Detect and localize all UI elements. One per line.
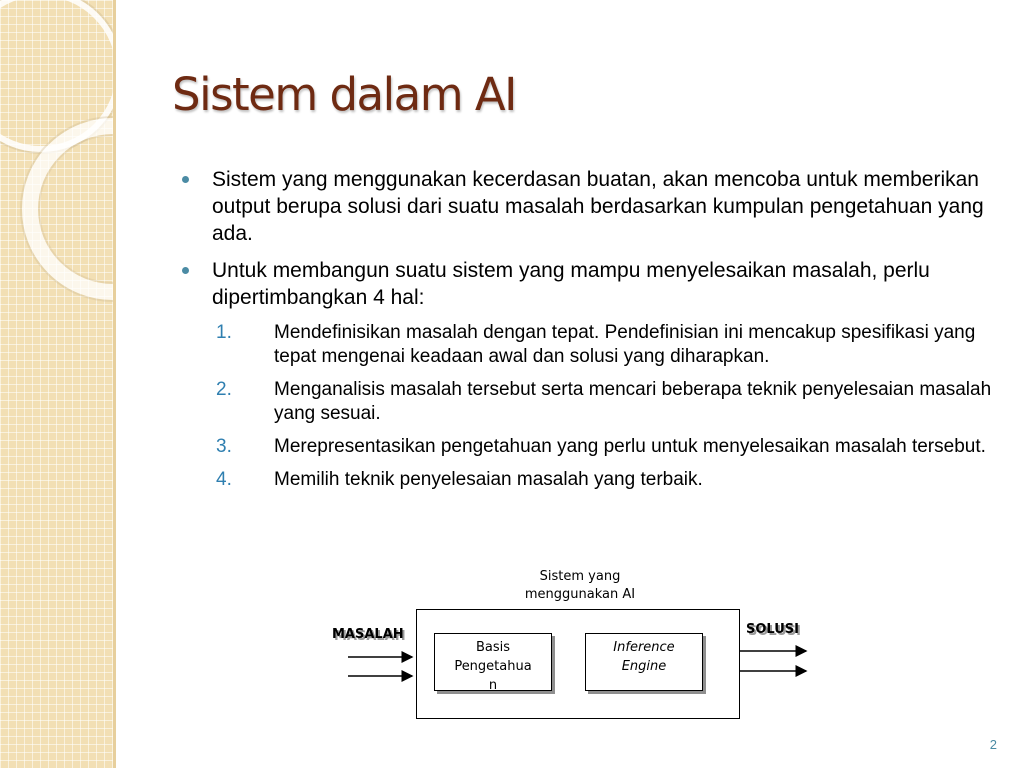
list-item xyxy=(216,468,992,492)
list-text: Merepresentasikan pengetahuan yang perlu untuk menyelesaikan masalah tersebut. xyxy=(274,436,986,457)
list-number: 3. xyxy=(216,436,232,457)
knowledge-base-box: Basis Pengetahua n xyxy=(434,633,552,691)
list-number: 4. xyxy=(216,469,232,490)
decorative-sidebar xyxy=(0,0,113,768)
bullet-item xyxy=(182,257,992,311)
list-text: Menganalisis masalah tersebut serta mencari beberapa teknik penyelesaian masalah yang sesuai. xyxy=(274,379,992,424)
inference-engine-box: Inference Engine xyxy=(585,633,703,691)
list-number: 2. xyxy=(216,379,232,400)
system-label: Sistem yang menggunakan AI xyxy=(524,569,636,602)
list-number: 1. xyxy=(216,322,232,343)
sidebar-edge xyxy=(113,0,116,768)
bullet-text: Sistem yang menggunakan kecerdasan buatan, akan mencoba untuk memberikan output berupa solusi dari suatu masalah berdasarkan kumpulan pengetahuan yang ada. xyxy=(212,168,984,245)
bullet-text: Untuk membangun suatu sistem yang mampu menyelesaikan masalah, perlu dipertimbangkan 4 hal: xyxy=(212,259,930,309)
input-label: MASALAH xyxy=(332,627,404,642)
list-text: Memilih teknik penyelesaian masalah yang terbaik. xyxy=(274,469,703,490)
slide-content xyxy=(182,166,992,501)
system-diagram xyxy=(330,566,820,726)
bullet-dot-icon xyxy=(182,267,189,274)
list-item xyxy=(216,435,992,459)
arrows xyxy=(330,566,820,726)
numbered-list xyxy=(216,321,992,492)
page-number: 2 xyxy=(989,737,997,752)
list-item xyxy=(216,378,992,426)
list-item xyxy=(216,321,992,369)
output-label: SOLUSI xyxy=(746,622,799,637)
list-text: Mendefinisikan masalah dengan tepat. Pendefinisian ini mencakup spesifikasi yang tepat mengenai keadaan awal dan solusi yang diharapkan. xyxy=(274,322,976,367)
bullet-dot-icon xyxy=(182,176,189,183)
bullet-item xyxy=(182,166,992,247)
slide-title: Sistem dalam AI xyxy=(172,68,516,121)
